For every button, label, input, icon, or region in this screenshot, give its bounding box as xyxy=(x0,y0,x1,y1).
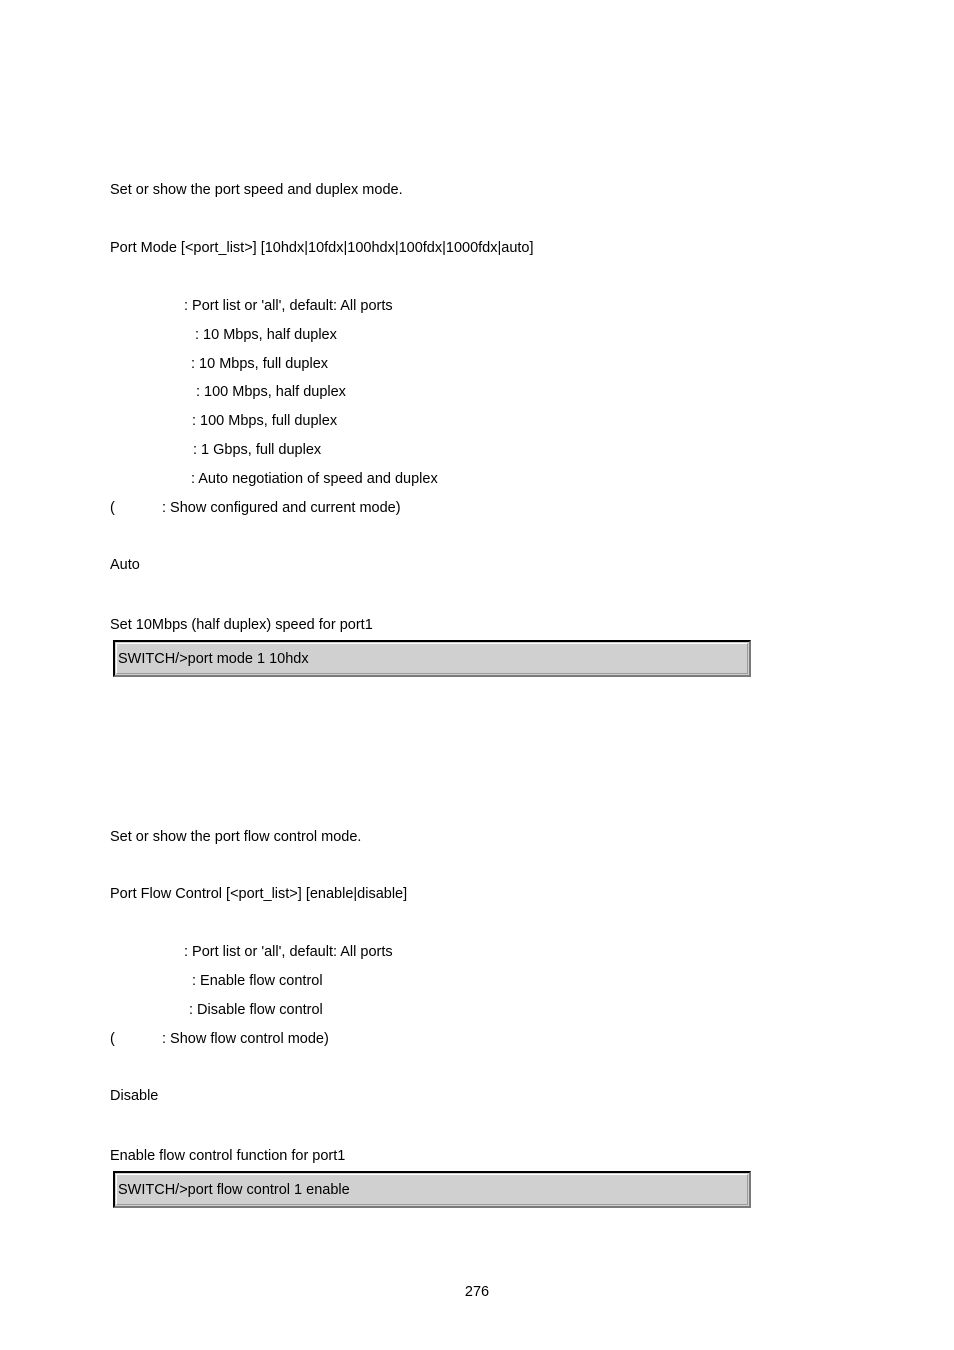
section1-param-port-list: : Port list or 'all', default: All ports xyxy=(184,298,393,314)
section1-syntax: Port Mode [<port_list>] [10hdx|10fdx|100hdx|100fdx|1000fdx|auto] xyxy=(110,240,534,256)
page-number: 276 xyxy=(464,1284,490,1300)
section1-default-value: Auto xyxy=(110,557,140,573)
section2-syntax: Port Flow Control [<port_list>] [enable|disable] xyxy=(110,886,408,902)
section2-default-value: Disable xyxy=(110,1088,159,1104)
section2-example-code-box xyxy=(113,1171,751,1208)
section2-note-paren: ( xyxy=(110,1031,115,1047)
section1-note-paren: ( xyxy=(110,500,115,516)
section2-example-description: Enable flow control function for port1 xyxy=(110,1148,346,1164)
section1-description: Set or show the port speed and duplex mode. xyxy=(110,182,403,198)
section1-param-auto: : Auto negotiation of speed and duplex xyxy=(191,471,438,487)
section1-example-command: SWITCH/>port mode 1 10hdx xyxy=(118,651,309,667)
section1-param-100hdx: : 100 Mbps, half duplex xyxy=(196,384,346,400)
section2-description: Set or show the port flow control mode. xyxy=(110,829,362,845)
section2-param-enable: : Enable flow control xyxy=(192,973,323,989)
section1-param-10fdx: : 10 Mbps, full duplex xyxy=(191,356,329,372)
section1-param-1000fdx: : 1 Gbps, full duplex xyxy=(193,442,322,458)
section1-param-100fdx: : 100 Mbps, full duplex xyxy=(192,413,338,429)
section2-example-command: SWITCH/>port flow control 1 enable xyxy=(118,1182,350,1198)
section1-example-description: Set 10Mbps (half duplex) speed for port1 xyxy=(110,617,373,633)
section1-note-text: : Show configured and current mode) xyxy=(162,500,401,516)
section2-note-text: : Show flow control mode) xyxy=(162,1031,329,1047)
section1-example-code-box xyxy=(113,640,751,677)
section1-param-10hdx: : 10 Mbps, half duplex xyxy=(195,327,337,343)
section2-param-port-list: : Port list or 'all', default: All ports xyxy=(184,944,393,960)
section2-param-disable: : Disable flow control xyxy=(189,1002,323,1018)
